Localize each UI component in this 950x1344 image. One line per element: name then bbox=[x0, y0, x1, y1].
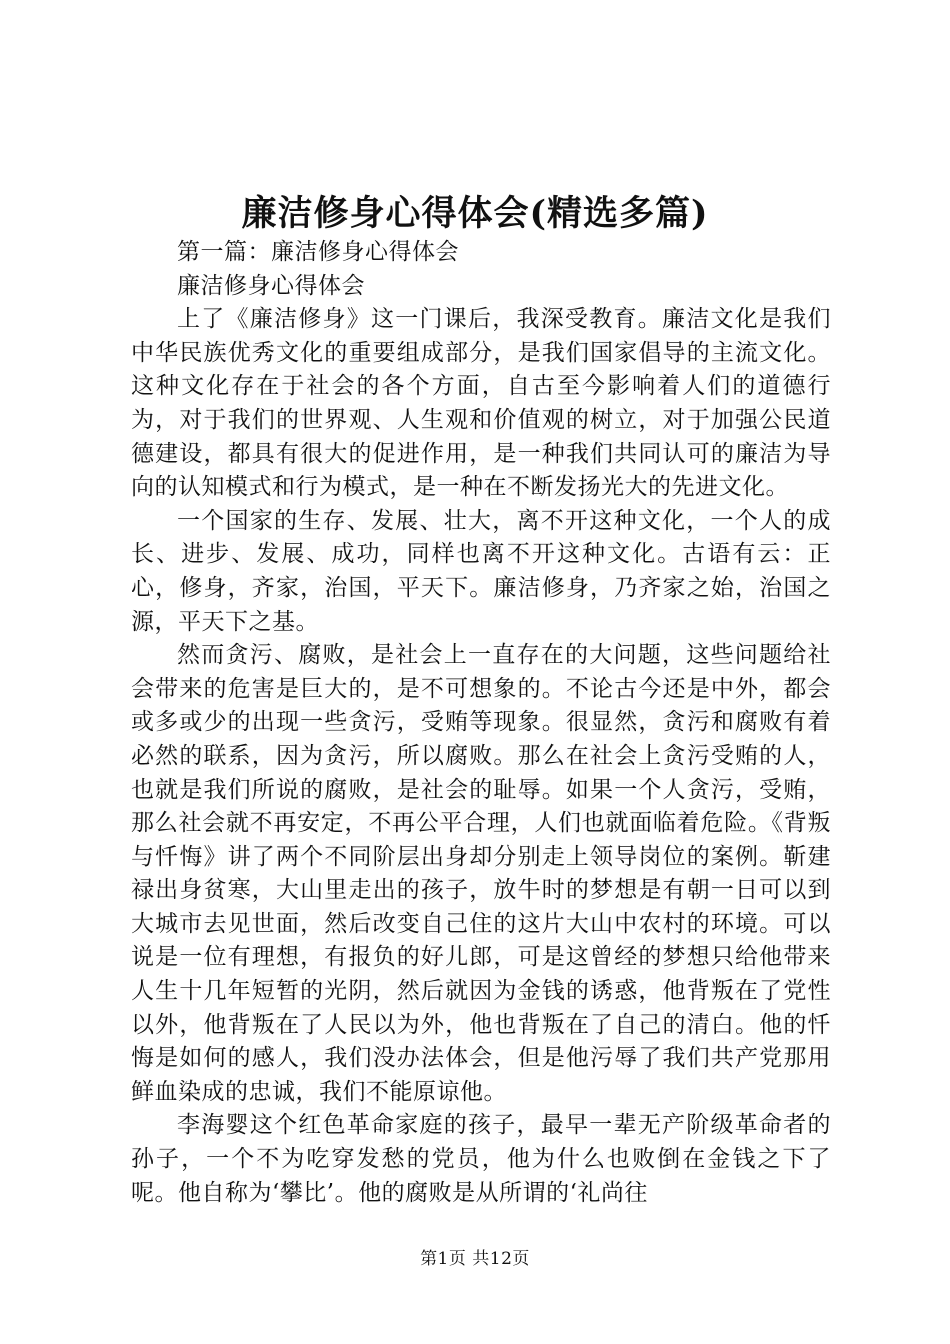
body-paragraph: 上了《廉洁修身》这一门课后，我深受教育。廉洁文化是我们中华民族优秀文化的重要组成部分，是我们国家倡导的主流文化。这种文化存在于社会的各个方面，自古至今影响着人们的道德行为，对于我们的世界观、人生观和价值观的树立，对于加强公民道德建设，都具有很大的促进作用，是一种我们共同认可的廉洁为导向的认知模式和行为模式，是一种在不断发扬光大的先进文化。 bbox=[131, 306, 831, 501]
body-paragraph: 一个国家的生存、发展、壮大，离不开这种文化，一个人的成长、进步、发展、成功，同样也离不开这种文化。古语有云：正心，修身，齐家，治国，平天下。廉洁修身，乃齐家之始，治国之源，平天下之基。 bbox=[131, 507, 831, 635]
section-heading: 第一篇：廉洁修身心得体会 bbox=[177, 239, 459, 265]
body-paragraph: 李海婴这个红色革命家庭的孩子，最早一辈无产阶级革命者的孙子，一个不为吃穿发愁的党员，他为什么也败倒在金钱之下了呢。他自称为‘攀比’。他的腐败是从所谓的‘礼尚往 bbox=[131, 1112, 831, 1206]
section-subheading: 廉洁修身心得体会 bbox=[177, 272, 365, 299]
document-body bbox=[131, 236, 831, 1210]
document-title: 廉洁修身心得体会(精选多篇) bbox=[241, 193, 709, 234]
body-paragraph: 然而贪污、腐败，是社会上一直存在的大问题，这些问题给社会带来的危害是巨大的，是不可想象的。不论古今还是中外，都会或多或少的出现一些贪污，受贿等现象。很显然，贪污和腐败有着必然的联系，因为贪污，所以腐败。那么在社会上贪污受贿的人，也就是我们所说的腐败，是社会的耻辱。如果一个人贪污，受贿，那么社会就不再安定，不再公平合理，人们也就面临着危险。《背叛与忏悔》讲了两个不同阶层出身却分别走上领导岗位的案例。靳建禄出身贫寒，大山里走出的孩子，放牛时的梦想是有朝一日可以到大城市去见世面，然后改变自己住的这片大山中农村的环境。可以说是一位有理想，有报负的好儿郎，可是这曾经的梦想只给他带来人生十几年短暂的光阴，然后就因为金钱的诱惑，他背叛在了党性以外，他背叛在了人民以为外，他也背叛在了自己的清白。他的忏悔是如何的感人，我们没办法体会，但是他污辱了我们共产党那用鲜血染成的忠诚，我们不能原谅他。 bbox=[131, 642, 831, 1105]
page-footer: 第1页 共12页 bbox=[420, 1249, 530, 1269]
